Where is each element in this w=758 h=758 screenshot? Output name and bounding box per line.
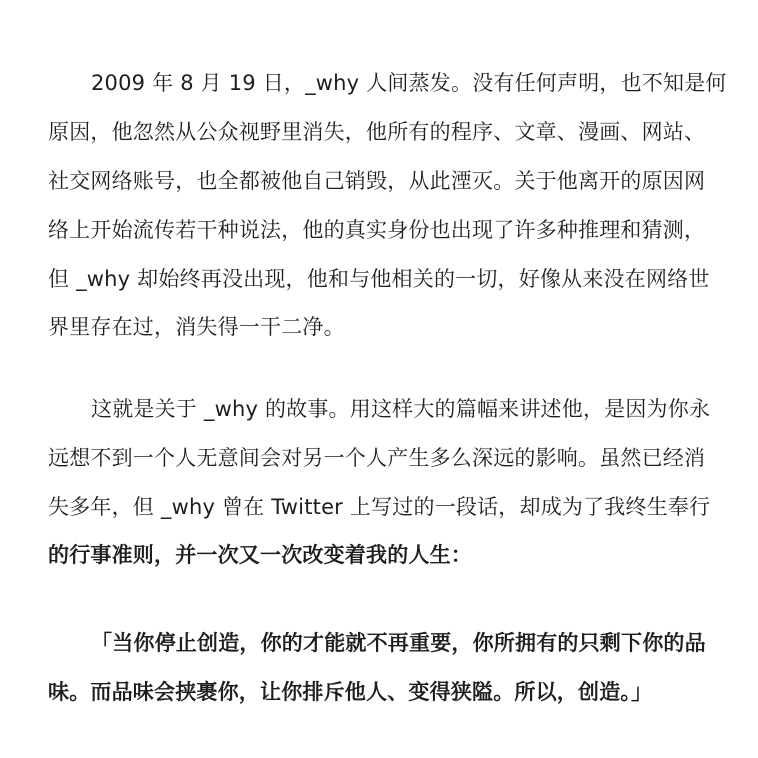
- text-line: 的行事准则，并一次又一次改变着我的人生：: [48, 543, 472, 567]
- text-line: 但 _why 却始终再没出现，他和与他相关的一切，好像从来没在网络世: [48, 267, 710, 291]
- text-line: 失多年，但 _why 曾在 Twitter 上写过的一段话，却成为了我终生奉行: [48, 495, 711, 519]
- text-line: 原因，他忽然从公众视野里消失，他所有的程序、文章、漫画、网站、: [48, 120, 706, 144]
- quote-line: 「当你停止创造，你的才能就不再重要，你所拥有的只剩下你的品: [91, 631, 706, 655]
- text-line: 界里存在过，消失得一干二净。: [48, 315, 345, 339]
- text-line: 络上开始流传若干种说法，他的真实身份也出现了许多种推理和猜测，: [48, 218, 706, 242]
- text-line: 远想不到一个人无意间会对另一个人产生多么深远的影响。虽然已经消: [48, 446, 706, 470]
- text-line: 2009 年 8 月 19 日，_why 人间蒸发。没有任何声明，也不知是何: [91, 71, 727, 95]
- text-line: 社交网络账号，也全都被他自己销毁，从此湮灭。关于他离开的原因网: [48, 169, 706, 193]
- quote-line: 味。而品味会挟裹你，让你排斥他人、变得狭隘。所以，创造。」: [48, 680, 653, 704]
- text-line: 这就是关于 _why 的故事。用这样大的篇幅来讲述他，是因为你永: [91, 397, 711, 421]
